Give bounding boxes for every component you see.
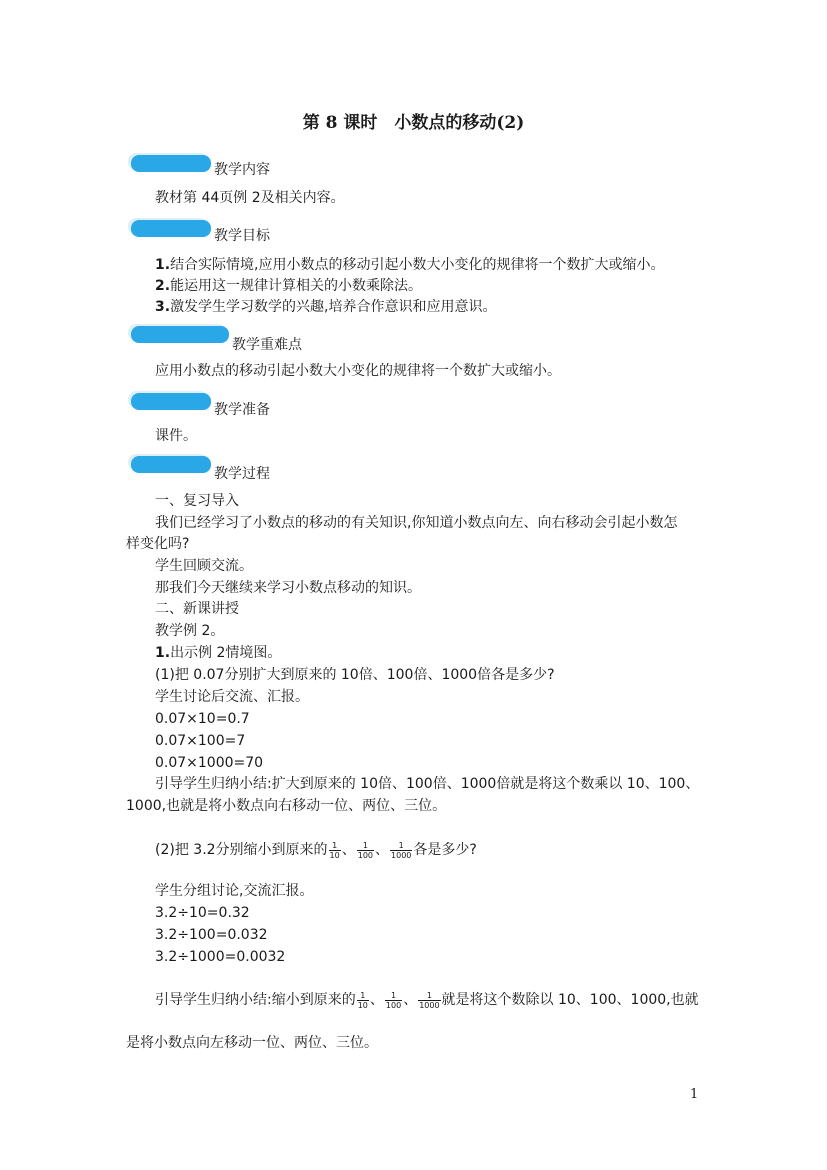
goal-text: 结合实际情境,应用小数点的移动引起小数大小变化的规律将一个数扩大或缩小。 [170,257,665,273]
process-line: 学生分组讨论,交流汇报。 [155,883,314,899]
goal-item [155,276,422,296]
goal-number: 3. [155,299,171,315]
process-line [155,643,281,663]
process-line: 1000,也就是将小数点向右移动一位、两位、三位。 [126,798,447,814]
section-heading-key-points: 教学重难点 [232,337,302,353]
process-line: 引导学生归纳小结:缩小到原来的 $\frac{1}{10}$ 、 $\frac{1}{100}$ 、 $\frac{1}{1000}$ 就是将这个数除以 10、100、1000,也就 [155,990,699,1010]
process-line: 那我们今天继续来学习小数点移动的知识。 [155,580,421,596]
fraction: $\frac{1}{10}$ [329,840,340,860]
process-line: 样变化吗? [126,536,190,552]
goal-item [155,297,497,317]
goal-text: 激发学生学习数学的兴趣,培养合作意识和应用意识。 [170,299,497,315]
process-line: 教学例 2。 [155,623,225,639]
process-line: 二、新课讲授 [155,601,239,617]
section-badge [131,456,211,473]
key-points-text: 应用小数点的移动引起小数大小变化的规律将一个数扩大或缩小。 [155,363,561,379]
fraction: $\frac{1}{1000}$ [419,990,440,1010]
process-line: 我们已经学习了小数点的移动的有关知识,你知道小数点向左、向右移动会引起小数怎 [155,515,678,531]
process-line: 学生讨论后交流、汇报。 [155,689,309,705]
equation: 3.2÷10=0.32 [155,905,250,921]
step-number: 1. [155,645,171,661]
content-text: 教材第 44页例 2及相关内容。 [155,190,345,206]
goal-number: 1. [155,257,171,273]
goal-number: 2. [155,278,171,294]
section-heading-process: 教学过程 [214,466,270,482]
process-line: 引导学生归纳小结:扩大到原来的 10倍、100倍、1000倍就是将这个数乘以 10、100、 [155,776,700,792]
summary-suffix: 就是将这个数除以 10、100、1000,也就 [441,992,699,1008]
equation: 0.07×10=0.7 [155,711,250,727]
equation: 0.07×100=7 [155,733,246,749]
goal-text: 能运用这一规律计算相关的小数乘除法。 [170,278,423,294]
fraction: $\frac{1}{100}$ [357,840,374,860]
step-text: 出示例 2情境图。 [170,645,282,661]
question-suffix: 各是多少? [413,842,477,858]
section-badge [131,326,229,343]
fraction: $\frac{1}{10}$ [357,990,368,1010]
process-line: (2)把 3.2分别缩小到原来的 $\frac{1}{10}$ 、 $\frac{1}{100}$ 、 $\frac{1}{1000}$ 各是多少? [155,840,477,860]
section-heading-content: 教学内容 [214,162,270,178]
equation: 3.2÷1000=0.0032 [155,949,286,965]
equation: 0.07×1000=70 [155,755,264,771]
page-title: 第 8 课时 小数点的移动(2) [302,113,525,133]
section-badge [131,220,211,237]
page-number: 1 [690,1087,699,1102]
prep-text: 课件。 [155,428,197,444]
section-badge [131,393,211,410]
fraction: $\frac{1}{100}$ [385,990,402,1010]
process-line: (1)把 0.07分别扩大到原来的 10倍、100倍、1000倍各是多少? [155,667,555,683]
process-line: 是将小数点向左移动一位、两位、三位。 [126,1035,378,1051]
goal-item [155,255,665,275]
question-text: (2)把 3.2分别缩小到原来的 [155,842,328,858]
section-heading-prep: 教学准备 [214,402,270,418]
fraction: $\frac{1}{1000}$ [391,840,412,860]
process-line: 学生回顾交流。 [155,558,253,574]
section-heading-goals: 教学目标 [214,228,270,244]
section-badge [131,155,211,172]
summary-text: 引导学生归纳小结:缩小到原来的 [155,992,356,1008]
process-line: 一、复习导入 [155,493,239,509]
equation: 3.2÷100=0.032 [155,927,268,943]
